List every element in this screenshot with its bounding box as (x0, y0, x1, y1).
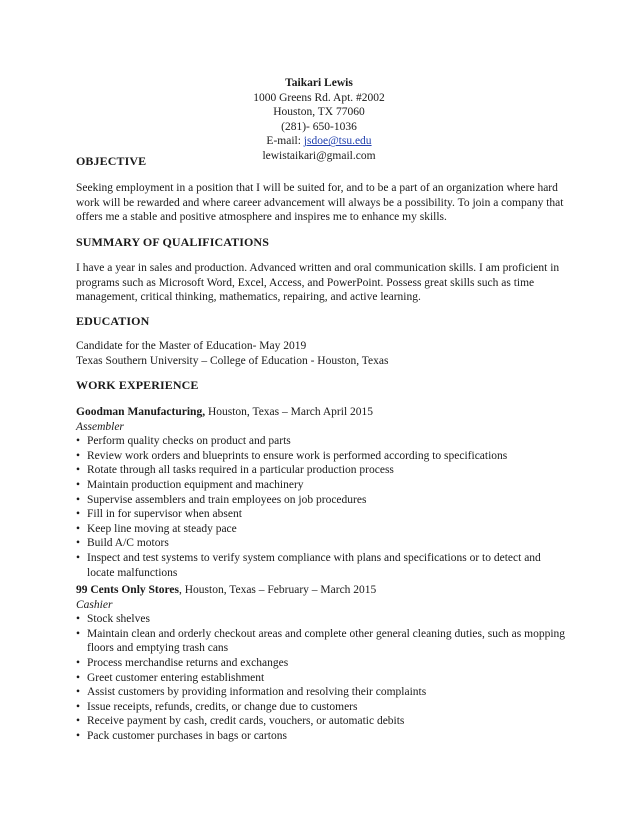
job-details: Houston, Texas – March April 2015 (205, 406, 374, 418)
objective-heading: OBJECTIVE (76, 154, 147, 168)
job-title-line (76, 583, 576, 598)
job-duties-list (76, 656, 576, 744)
education-line: Candidate for the Master of Education- May 2019 (76, 340, 307, 352)
job-entry (76, 405, 576, 580)
list-item: • Maintain clean and orderly checkout areas and complete other general cleaning duties, such as mopping (76, 627, 576, 642)
list-item: • Rotate through all tasks required in a particular production process (76, 463, 576, 478)
job-title-line (76, 405, 576, 420)
objective-line: work will be rewarded and where career advancement will always be a possibility. To join a company that (76, 196, 564, 209)
contact-header (0, 76, 638, 164)
summary-line: management, critical thinking, mathematics, repairing, and active learning. (76, 291, 421, 304)
education-line: Texas Southern University – College of Education - Houston, Texas (76, 354, 389, 367)
list-item: • Keep line moving at steady pace (76, 522, 576, 537)
email-line (0, 134, 638, 149)
objective-line: Seeking employment in a position that I will be suited for, and to be a part of an organization where hard (76, 182, 558, 194)
list-item: • Build A/C motors (76, 536, 576, 551)
list-item: • Stock shelves (76, 612, 576, 627)
list-item: • Fill in for supervisor when absent (76, 507, 576, 522)
list-item: • Maintain production equipment and machinery (76, 478, 576, 493)
summary-heading: SUMMARY OF QUALIFICATIONS (76, 235, 269, 249)
company-name: 99 Cents Only Stores (76, 584, 179, 596)
objective-text (76, 181, 576, 225)
job-duties-list (76, 612, 576, 641)
job-role: Cashier (76, 598, 113, 611)
list-item: • Pack customer purchases in bags or cartons (76, 729, 576, 744)
objective-line: offers me a stable and positive atmosphere and inspires me to enhance my skills. (76, 211, 447, 224)
list-item: • Process merchandise returns and exchanges (76, 656, 576, 671)
education-text (76, 339, 576, 368)
summary-line: programs such as Microsoft Word, Excel, Access, and PowerPoint. Possess great skills such as time (76, 276, 535, 289)
phone-number: (281)- 650-1036 (281, 120, 357, 133)
list-item: • Assist customers by providing information and resolving their complaints (76, 685, 576, 700)
list-item: • Greet customer entering establishment (76, 671, 576, 686)
job-entry (76, 583, 576, 744)
list-item: • Issue receipts, refunds, credits, or change due to customers (76, 700, 576, 715)
summary-line: I have a year in sales and production. Advanced written and oral communication skills. I am proficient in (76, 262, 560, 274)
job-duties-list (76, 434, 576, 565)
street-address: 1000 Greens Rd. Apt. #2002 (253, 91, 385, 104)
job-details: , Houston, Texas – February – March 2015 (178, 584, 377, 596)
applicant-name: Taikari Lewis (285, 77, 353, 89)
email-link[interactable]: jsdoe@tsu.edu (303, 135, 372, 148)
company-name: Goodman Manufacturing, (76, 406, 206, 418)
list-item: • Supervise assemblers and train employees on job procedures (76, 493, 576, 508)
city-state-zip: Houston, TX 77060 (273, 106, 365, 119)
list-item: • Receive payment by cash, credit cards, vouchers, or automatic debits (76, 714, 576, 729)
list-item: • Review work orders and blueprints to ensure work is performed according to specifications (76, 449, 576, 464)
list-item-continuation: floors and emptying trash cans (87, 642, 229, 655)
list-item: • Inspect and test systems to verify system compliance with plans and specifications or to detect and (76, 551, 576, 566)
list-item: • Perform quality checks on product and parts (76, 434, 576, 449)
job-role: Assembler (76, 420, 124, 433)
email-label: E-mail: (266, 135, 301, 148)
list-item-continuation: locate malfunctions (87, 566, 178, 579)
secondary-email: lewistaikari@gmail.com (262, 149, 376, 162)
education-heading: EDUCATION (76, 314, 150, 328)
work-experience-heading: WORK EXPERIENCE (76, 378, 199, 392)
summary-text (76, 261, 576, 305)
